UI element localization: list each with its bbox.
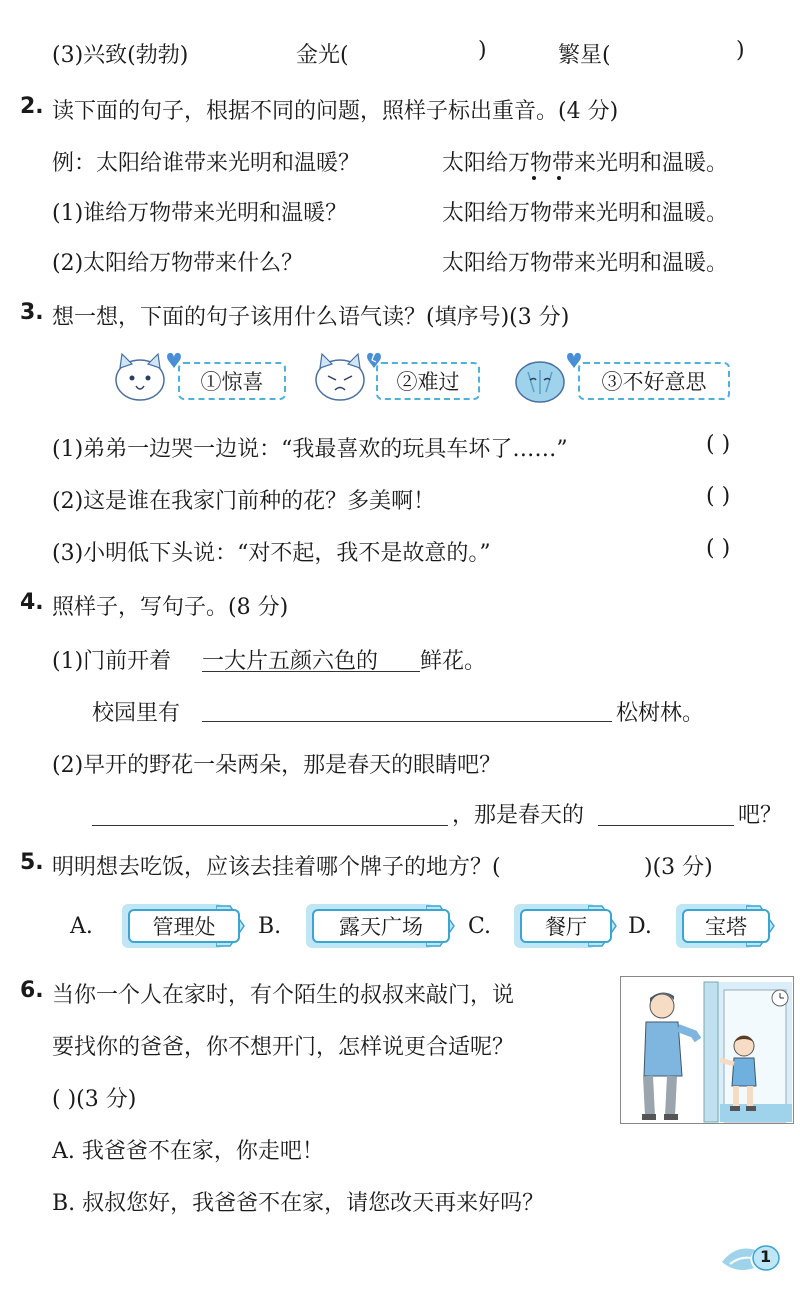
q4-item1-underlined: 一大片五颜六色的 [202,649,379,674]
q3-item3-text: (3)小明低下头说：“对不起，我不是故意的。” [52,541,491,566]
q4-title: 照样子，写句子。(8 分) [52,595,289,620]
answer-blank-line[interactable] [202,721,612,722]
q6-number: 6. [20,978,44,1003]
mood-option-surprise: ①惊喜 [178,362,286,400]
q3-number: 3. [20,300,44,325]
page-number-badge [716,1238,786,1278]
q2-item2-answer: 太阳给万物带来光明和温暖。 [442,251,729,276]
sign-label: 宝塔 [682,909,770,943]
q5-title-end: )(3 分) [644,855,713,880]
q6-option-a: A. 我爸爸不在家，你走吧！ [52,1139,324,1164]
q5-option-a-letter: A. [70,914,93,939]
sign-option-d[interactable] [676,904,776,948]
q2-item1-question: (1)谁给万物带来光明和温暖？ [52,201,348,226]
example-underline [202,671,420,672]
q5-title: 明明想去吃饭，应该去挂着哪个牌子的地方？( [52,855,501,880]
door-scene-illustration [620,976,794,1124]
q5-option-c-letter: C. [468,914,492,939]
shy-cat-icon [508,346,584,406]
sign-label: 管理处 [128,909,240,943]
page-number: 1 [760,1247,772,1266]
answer-blank-line[interactable] [598,825,734,826]
stress-dot [532,176,536,180]
sign-option-a[interactable] [122,904,246,948]
q2-example-question: 例：太阳给谁带来光明和温暖？ [52,151,361,176]
mood-option-sad: ②难过 [376,362,480,400]
q6-answer[interactable]: ( )(3 分) [52,1087,137,1112]
answer-blank-line[interactable] [92,825,448,826]
q1-item3-label: (3)兴致(勃勃) [52,43,189,68]
stress-dot [557,176,561,180]
sign-label: 餐厅 [520,909,612,943]
q4-item1b-prefix: 校园里有 [92,701,181,726]
mood-option-embarrassed: ③不好意思 [578,362,730,400]
q1-item3-b: 金光( [296,43,349,68]
q6-line2: 要找你的爸爸，你不想开门，怎样说更合适呢？ [52,1035,515,1060]
q2-number: 2. [20,94,44,119]
sad-cat-icon [308,346,384,406]
q4-item1-prefix: (1)门前开着 [52,649,172,674]
sign-option-b[interactable] [306,904,456,948]
q3-item2-text: (2)这是谁在我家门前种的花？多美啊！ [52,489,436,514]
q3-item3-answer[interactable]: ( ) [706,536,731,561]
q5-option-b-letter: B. [258,914,282,939]
q6-line1: 当你一个人在家时，有个陌生的叔叔来敲门，说 [52,983,515,1008]
q5-number: 5. [20,850,44,875]
happy-cat-icon [108,346,184,406]
q1-item3-b-end: ) [478,38,487,63]
q2-title: 读下面的句子，根据不同的问题，照样子标出重音。(4 分) [52,99,619,124]
q3-item1-text: (1)弟弟一边哭一边说：“我最喜欢的玩具车坏了……” [52,437,568,462]
q4-item2-text: (2)早开的野花一朵两朵，那是春天的眼睛吧？ [52,753,502,778]
q2-item1-answer: 太阳给万物带来光明和温暖。 [442,201,729,226]
q4-item1-suffix: 鲜花。 [420,649,487,674]
q5-option-d-letter: D. [628,914,652,939]
q4-number: 4. [20,590,44,615]
q3-title: 想一想，下面的句子该用什么语气读？(填序号)(3 分) [52,305,570,330]
q3-item1-answer[interactable]: ( ) [706,432,731,457]
q1-item3-c-end: ) [736,38,745,63]
q4-item2b-end: 吧？ [738,803,783,828]
q4-item1b-suffix: 松树林。 [616,701,705,726]
q1-item3-c: 繁星( [558,43,611,68]
q4-item2b-mid: ，那是春天的 [452,803,585,828]
q2-item2-question: (2)太阳给万物带来什么？ [52,251,304,276]
sign-label: 露天广场 [312,909,450,943]
q6-option-b: B. 叔叔您好，我爸爸不在家，请您改天再来好吗？ [52,1191,545,1216]
q2-example-answer: 太阳给万物带来光明和温暖。 [442,151,729,176]
q3-item2-answer[interactable]: ( ) [706,484,731,509]
sign-option-c[interactable] [514,904,618,948]
